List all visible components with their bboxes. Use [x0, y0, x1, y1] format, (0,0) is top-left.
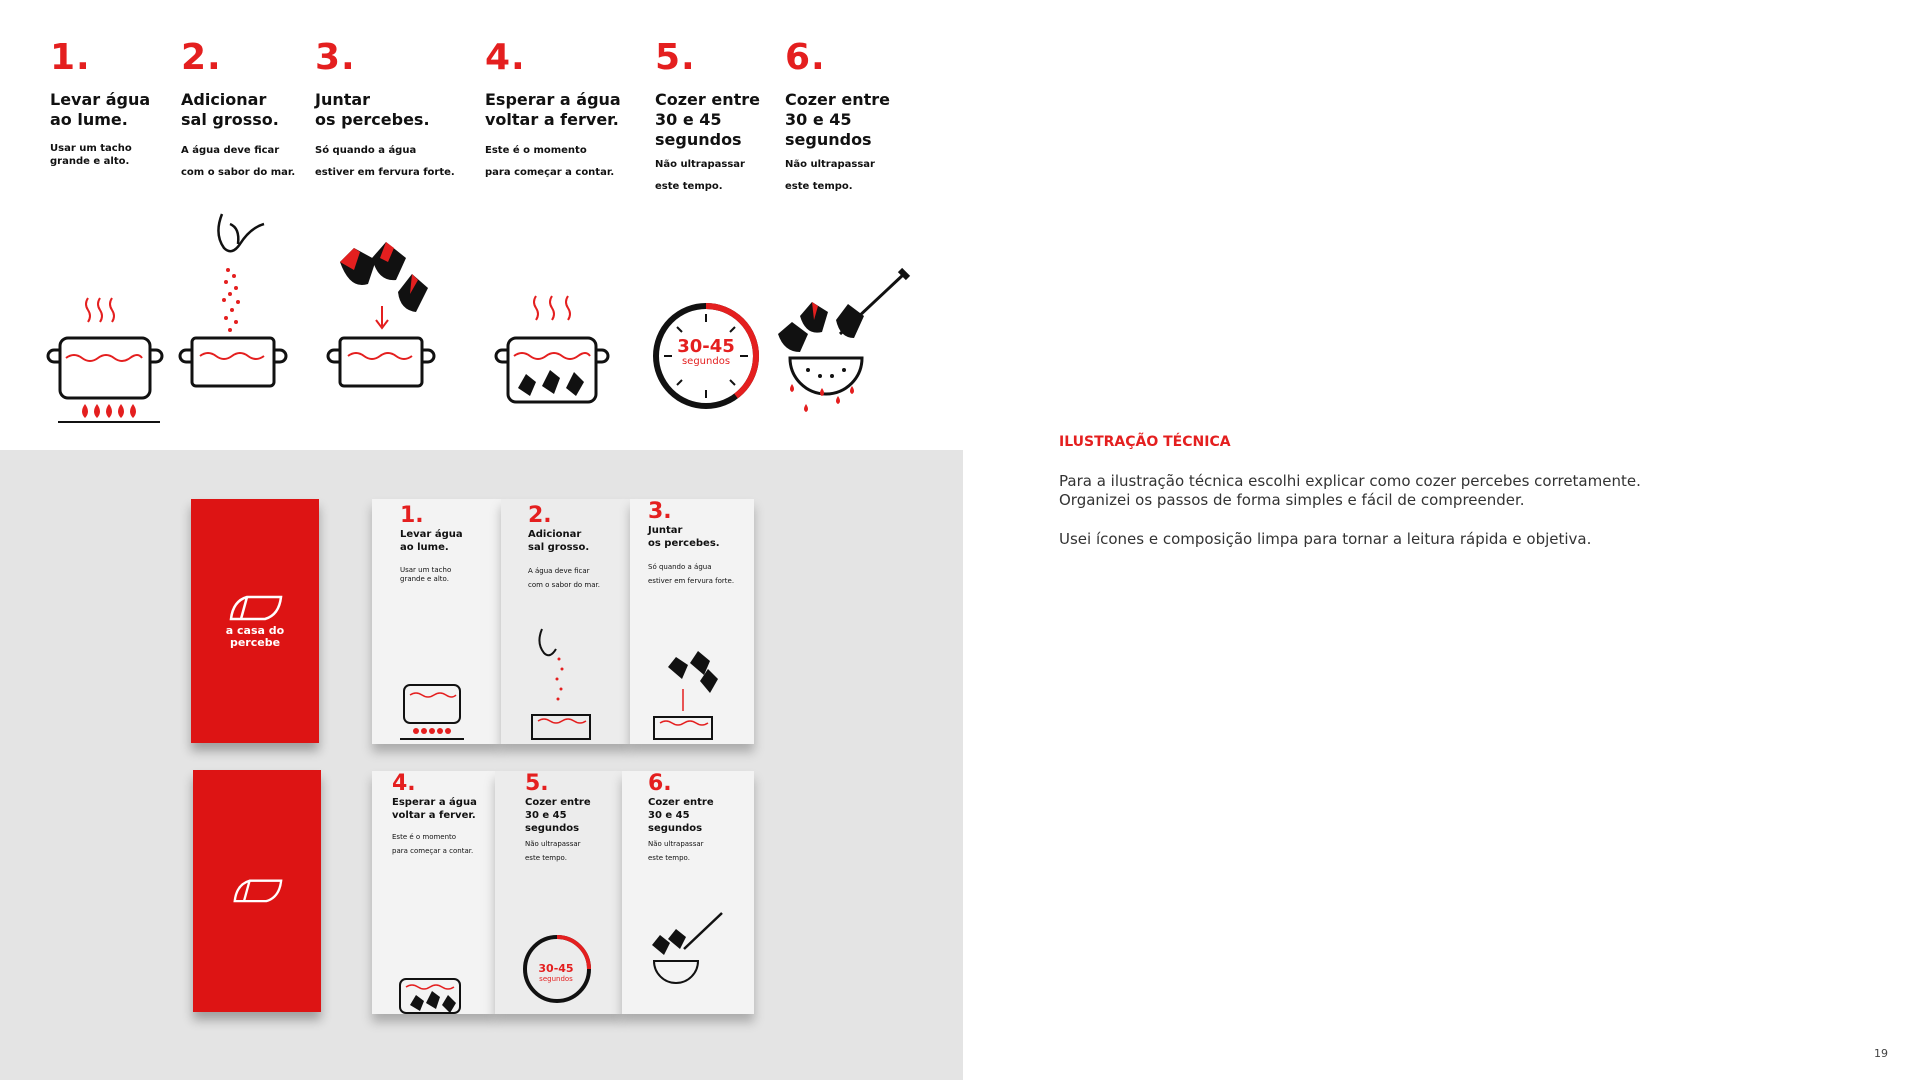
step-title: Esperar a água voltar a ferver.: [392, 797, 477, 821]
step-number: 2.: [181, 37, 222, 78]
step-number: 5.: [525, 771, 549, 796]
brochure-mockup-photo: [0, 450, 963, 1080]
step-title: Cozer entre 30 e 45 segundos: [785, 90, 890, 149]
brochure-illustrations: [372, 499, 754, 1015]
step-number: 5.: [655, 37, 696, 78]
step-number: 6.: [785, 37, 826, 78]
step-number: 3.: [648, 499, 672, 524]
pot-on-fire-icon: [48, 298, 162, 422]
step-2: [181, 38, 331, 184]
description-paragraph-2: Usei ícones e composição limpa para tornar a leitura rápida e objetiva.: [1059, 530, 1592, 548]
step-1: [50, 38, 200, 168]
percebes-falling-icon: [328, 242, 434, 386]
brand-logo-icon: [231, 876, 283, 904]
timer-range: 30-45: [677, 336, 735, 357]
step-title: Levar água ao lume.: [50, 90, 151, 129]
step-title: Levar água ao lume.: [400, 529, 463, 553]
flame-icon: [82, 404, 136, 418]
step-4: [485, 38, 635, 184]
step-title: Adicionar sal grosso.: [528, 529, 590, 553]
step-number: 2.: [528, 503, 552, 528]
step-title: Esperar a água voltar a ferver.: [485, 90, 621, 129]
step-title: Cozer entre 30 e 45 segundos: [525, 797, 591, 834]
step-number: 3.: [315, 37, 356, 78]
step-number: 1.: [50, 37, 91, 78]
step-description: Usar um tacho grande e alto.: [400, 566, 452, 583]
step-number: 1.: [400, 503, 424, 528]
description-paragraph-1: Para a ilustração técnica escolhi explicar como cozer percebes corretamente. Organizei os passos de forma simples e fácil de compreender.: [1059, 472, 1641, 509]
step-title: Juntar os percebes.: [648, 525, 720, 549]
brochure-cover-back: [193, 770, 321, 1012]
step-3: [315, 38, 465, 184]
step-number: 6.: [648, 771, 672, 796]
timer-label: [656, 338, 756, 368]
step-description: Não ultrapassar este tempo.: [655, 159, 745, 192]
brand-name: a casa do percebe: [225, 624, 285, 649]
step-description: A água deve ficar com o sabor do mar.: [528, 567, 600, 589]
timer-unit: segundos: [681, 356, 731, 367]
brochure-cover-front: [191, 499, 319, 743]
step-6: [785, 38, 935, 198]
brochure-timer-label: [526, 963, 586, 983]
timer-unit: segundos: [539, 975, 573, 983]
step-description: Usar um tacho grande e alto.: [50, 143, 132, 167]
step-description: Não ultrapassar este tempo.: [525, 840, 581, 862]
salt-grains-icon: [222, 268, 240, 332]
hand-salt-icon: [180, 214, 286, 386]
strainer-icon: [778, 270, 908, 412]
step-description: Não ultrapassar este tempo.: [785, 159, 875, 192]
pot-boiling-percebes-icon: [496, 296, 608, 402]
step-illustrations: [0, 210, 940, 430]
page-number: 19: [1874, 1047, 1888, 1060]
step-description: Este é o momento para começar a contar.: [392, 833, 474, 855]
step-number: 4.: [392, 771, 416, 796]
timer-range: 30-45: [538, 962, 574, 975]
step-title: Adicionar sal grosso.: [181, 90, 279, 129]
step-description: Não ultrapassar este tempo.: [648, 840, 704, 862]
step-number: 4.: [485, 37, 526, 78]
step-description: A água deve ficar com o sabor do mar.: [181, 145, 296, 178]
step-title: Cozer entre 30 e 45 segundos: [655, 90, 760, 149]
section-heading: ILUSTRAÇÃO TÉCNICA: [1059, 434, 1231, 450]
step-title: Juntar os percebes.: [315, 90, 430, 129]
step-description: Só quando a água estiver em fervura forte.: [315, 145, 455, 178]
step-description: Só quando a água estiver em fervura forte.: [648, 563, 735, 585]
step-description: Este é o momento para começar a contar.: [485, 145, 615, 178]
step-5: [655, 38, 805, 198]
brand-logo-icon: [227, 593, 283, 621]
step-title: Cozer entre 30 e 45 segundos: [648, 797, 714, 834]
